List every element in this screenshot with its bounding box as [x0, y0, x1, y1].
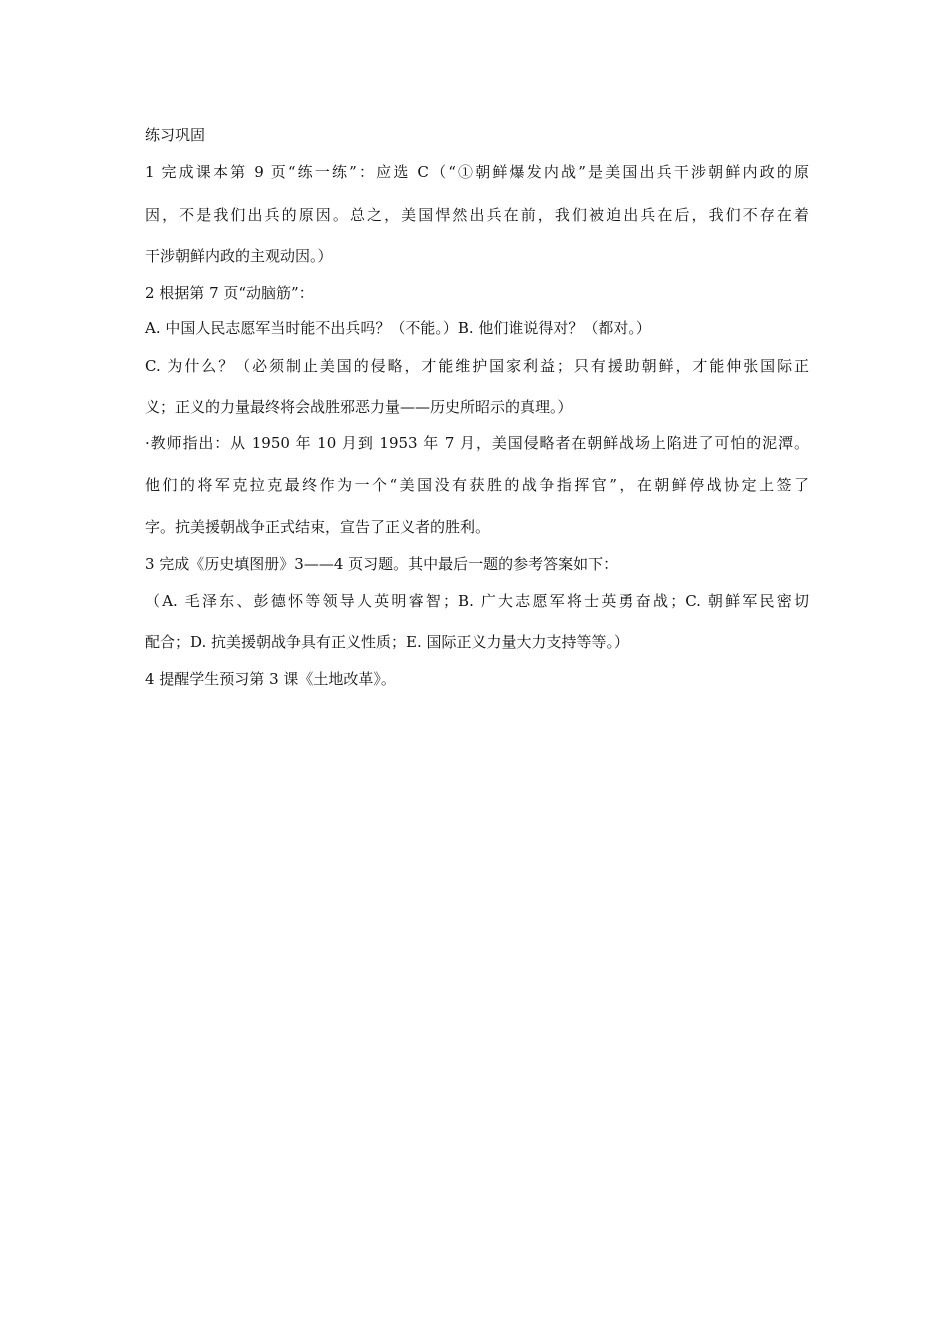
- paragraph-1-line-1: 1 完成课本第 9 页“练一练”：应选 C（“①朝鲜爆发内战”是美国出兵干涉朝鲜内政的原: [145, 163, 809, 181]
- paragraph-8-line-1: 4 提醒学生预习第 3 课《土地改革》。: [145, 670, 396, 688]
- paragraph-6-line-1: 3 完成《历史填图册》3——4 页习题。其中最后一题的参考答案如下：: [145, 555, 619, 573]
- paragraph-4-line-1: C. 为什么？（必须制止美国的侵略，才能维护国家利益；只有援助朝鲜，才能伸张国际正: [145, 357, 809, 375]
- paragraph-2-line-1: 2 根据第 7 页“动脑筋”：: [145, 284, 314, 302]
- paragraph-4-line-2: 义；正义的力量最终将会战胜邪恶力量——历史所昭示的真理。）: [145, 398, 573, 416]
- paragraph-1-line-2: 因，不是我们出兵的原因。总之，美国悍然出兵在前，我们被迫出兵在后，我们不存在着: [145, 206, 809, 224]
- paragraph-5-line-1: ·教师指出：从 1950 年 10 月到 1953 年 7 月，美国侵略者在朝鲜战场上陷进了可怕的泥潭。: [145, 434, 809, 452]
- paragraph-7-line-1: （A. 毛泽东、彭德怀等领导人英明睿智；B. 广大志愿军将士英勇奋战；C. 朝鲜军民密切: [145, 592, 809, 610]
- paragraph-5-line-3: 字。抗美援朝战争正式结束，宣告了正义者的胜利。: [145, 518, 491, 536]
- paragraph-3-line-1: A. 中国人民志愿军当时能不出兵吗？（不能。）B. 他们谁说得对？（都对。）: [145, 319, 651, 337]
- paragraph-7-line-2: 配合；D. 抗美援朝战争具有正义性质；E. 国际正义力量大力支持等等。）: [145, 633, 630, 651]
- paragraph-1-line-3: 干涉朝鲜内政的主观动因。）: [145, 247, 333, 265]
- section-heading: 练习巩固: [145, 126, 206, 144]
- paragraph-5-line-2: 他们的将军克拉克最终作为一个“美国没有获胜的战争指挥官”，在朝鲜停战协定上签了: [145, 476, 809, 494]
